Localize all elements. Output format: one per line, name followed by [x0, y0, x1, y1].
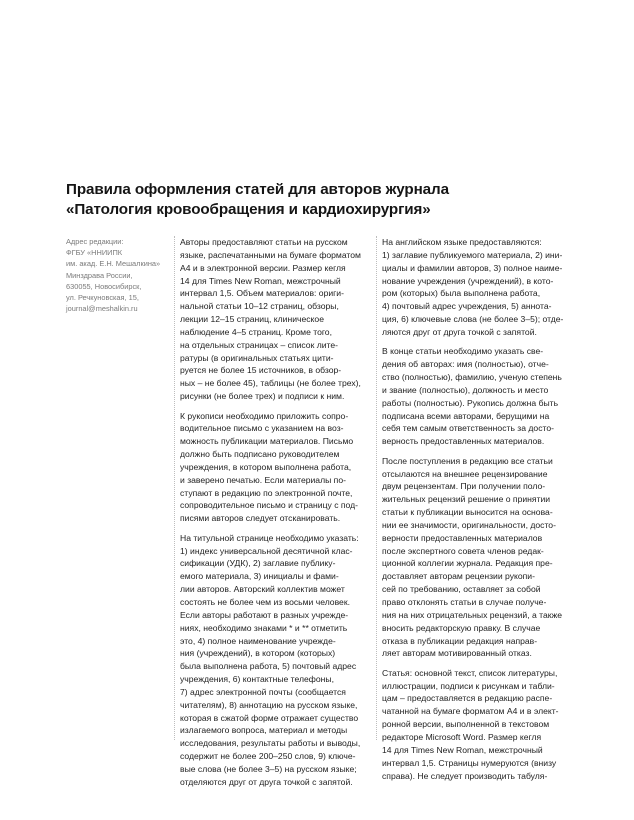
- paragraph-line: верность предоставленных материалов.: [382, 436, 545, 447]
- paragraph-line: состоять не более чем из восьми человек.: [180, 596, 350, 607]
- paragraph-line: можность публикации материалов. Письмо: [180, 436, 354, 447]
- paragraph-line: Авторы предоставляют статьи на русском: [180, 237, 348, 247]
- paragraph: [180, 532, 372, 789]
- paragraph-line: работы (полностью). Рукопись должна быть: [382, 397, 559, 408]
- paragraph-line: учреждения, 6) контактные телефоны,: [180, 674, 334, 685]
- address-email: journal@meshalkin.ru: [66, 304, 138, 314]
- address-line: ФГБУ «ННИИПК: [66, 248, 123, 258]
- paragraph-line: 14 для Times New Roman, межстрочный: [382, 744, 543, 755]
- paragraph-line: 1) заглавие публикуемого материала, 2) ини-: [382, 249, 563, 260]
- page-title: [66, 180, 586, 220]
- paragraph-line: ром (которых) была выполнена работа,: [382, 288, 541, 299]
- paragraph-line: вые слова (не более 3–5) на русском языке;: [180, 763, 357, 774]
- paragraph-line: должно быть подписано руководителем: [180, 449, 340, 460]
- title-line: Правила оформления статей для авторов журнала: [66, 181, 449, 198]
- paragraph-line: себя тем самым ответственность за досто-: [382, 423, 554, 434]
- paragraph-line: 14 для Times New Roman, межстрочный: [180, 275, 341, 286]
- paragraph-line: интервал 1,5. Страницы нумеруются (внизу: [382, 757, 557, 768]
- paragraph: [382, 455, 574, 661]
- paragraph-line: исследования, результаты работы и выводы,: [180, 738, 361, 749]
- paragraph-line: и заверено печатью. Если материалы по-: [180, 474, 346, 485]
- paragraph-line: ниях, необходимо знаками * и ** отметить: [180, 622, 348, 633]
- paragraph-line: интервал 1,5. Объем материалов: ориги-: [180, 288, 344, 299]
- paragraph-line: статьи к публикации выносится на основа-: [382, 507, 553, 518]
- paragraph-line: лекции 12–15 страниц, клиническое: [180, 314, 324, 325]
- paragraph-line: сопроводительное письмо и страницу с под-: [180, 500, 359, 511]
- paragraph: [180, 236, 372, 403]
- paragraph-line: Статья: основной текст, список литературы,: [382, 667, 558, 678]
- paragraph: [180, 410, 372, 526]
- paragraph-line: цам – предоставляется в редакцию распе-: [382, 693, 553, 704]
- paragraph-line: дения об авторах: имя (полностью), отче-: [382, 359, 549, 370]
- paragraph-line: Если авторы работают в разных учрежде-: [180, 609, 349, 620]
- paragraph-line: доставляет авторам рецензии рукопи-: [382, 571, 535, 582]
- paragraph-line: жительных рецензий решение о принятии: [382, 494, 551, 505]
- paragraph-line: ронной версии, выполненной в текстовом: [382, 719, 550, 730]
- paragraph-line: читателям), 8) аннотацию на русском языке,: [180, 699, 358, 710]
- paragraph: [382, 667, 574, 783]
- paragraph-line: верности предоставленных материалов: [382, 532, 543, 543]
- paragraph-line: ляются друг от друга точкой с запятой.: [382, 326, 537, 337]
- paragraph-line: учреждения, в котором выполнена работа,: [180, 461, 352, 472]
- paragraph: [382, 236, 574, 339]
- paragraph-line: была выполнена работа, 5) почтовый адрес: [180, 661, 357, 672]
- editorial-address: [66, 236, 174, 314]
- paragraph-line: излагаемого вопроса, материал и методы: [180, 725, 348, 736]
- paragraph-line: 1) индекс универсальной десятичной клас-: [180, 545, 353, 556]
- paragraph-line: редакторе Microsoft Word. Размер кегля: [382, 732, 542, 742]
- paragraph-line: наблюдение 4–5 страниц. Кроме того,: [180, 326, 332, 337]
- paragraph-line: ция, 6) ключевые слова (не более 3–5); отде-: [382, 314, 564, 325]
- paragraph-line: двум рецензентам. При получении поло-: [382, 481, 546, 492]
- paragraph-line: 7) адрес электронной почты (сообщается: [180, 686, 346, 697]
- paragraph-line: на отдельных страницах – список лите-: [180, 339, 339, 350]
- paragraph-line: право отклонять статьи в случае получе-: [382, 596, 547, 607]
- paragraph-line: нии ее значимости, оригинальности, досто-: [382, 519, 556, 530]
- title-line: «Патология кровообращения и кардиохирургия»: [66, 201, 431, 218]
- paragraph-line: отделяются друг от друга точкой с запятой.: [180, 776, 353, 787]
- paragraph-line: руется не более 15 источников, в обзор-: [180, 365, 342, 376]
- paragraph-line: А4 и в электронной версии. Размер кегля: [180, 262, 346, 273]
- paragraph-line: нальной статьи 10–12 страниц, обзоры,: [180, 301, 339, 312]
- paragraph-line: языке, распечатанными на бумаге форматом: [180, 249, 361, 260]
- paragraph-line: водительное письмо с указанием на воз-: [180, 423, 344, 434]
- paragraph-line: нование учреждения (учреждений), в кото-: [382, 275, 554, 286]
- paragraph-line: В конце статьи необходимо указать све-: [382, 346, 544, 357]
- paragraph-line: писями авторов следует отсканировать.: [180, 513, 341, 524]
- paragraph-line: справа). Не следует производить табуля-: [382, 770, 548, 781]
- paragraph-line: После поступления в редакцию все статьи: [382, 455, 553, 466]
- column-divider: [174, 236, 175, 740]
- paragraph-line: ционной коллегии журнала. Редакция пре-: [382, 558, 553, 569]
- text-column-left: [180, 236, 372, 795]
- column-divider: [376, 236, 377, 740]
- paragraph-line: К рукописи необходимо приложить сопро-: [180, 410, 349, 421]
- paragraph-line: содержит не более 200–250 слов, 9) ключе-: [180, 751, 356, 762]
- paragraph-line: отсылаются на внешнее рецензирование: [382, 468, 548, 479]
- address-line: Адрес редакции:: [66, 237, 124, 246]
- paragraph-line: ных – не более 45), таблицы (не более трех),: [180, 378, 361, 389]
- paragraph-line: ратуры (в оригинальных статьях цити-: [180, 352, 334, 363]
- paragraph-line: подписана всеми авторами, берущими на: [382, 410, 550, 421]
- paragraph-line: циалы и фамилии авторов, 3) полное наиме-: [382, 262, 563, 273]
- address-line: им. акад. Е.Н. Мешалкина»: [66, 259, 161, 269]
- paragraph-line: и звание (полностью), должность и место: [382, 384, 549, 395]
- paragraph-line: сей по требованию, оставляет за собой: [382, 584, 541, 595]
- paragraph-line: чатанной на бумаге форматом А4 и в элект-: [382, 706, 559, 717]
- paragraph-line: ство (полностью), фамилию, ученую степень: [382, 372, 562, 383]
- address-line: 630055, Новосибирск,: [66, 281, 142, 291]
- paragraph-line: лии авторов. Авторский коллектив может: [180, 584, 345, 595]
- paragraph-line: которая в сжатой форме отражает существо: [180, 712, 359, 723]
- paragraph-line: ния (учреждений), в котором (которых): [180, 648, 336, 659]
- paragraph-line: ния на них отрицательных рецензий, а также: [382, 609, 563, 620]
- paragraph-line: ляет авторам мотивированный отказ.: [382, 648, 532, 659]
- address-line: Минздрава России,: [66, 270, 133, 280]
- paragraph-line: ступают в редакцию по электронной почте,: [180, 487, 353, 498]
- paragraph-line: после экспертного совета членов редак-: [382, 545, 544, 556]
- paragraph-line: емого материала, 3) инициалы и фами-: [180, 571, 339, 582]
- text-column-right: [382, 236, 574, 789]
- paragraph: [382, 345, 574, 448]
- paragraph-line: На титульной странице необходимо указать:: [180, 532, 359, 543]
- paragraph-line: отказа в публикации редакция направ-: [382, 635, 538, 646]
- paragraph-line: 4) почтовый адрес учреждения, 5) аннота-: [382, 301, 552, 312]
- paragraph-line: На английском языке предоставляются:: [382, 237, 542, 247]
- paragraph-line: это, 4) полное наименование учрежде-: [180, 635, 336, 646]
- paragraph-line: рисунки (не более трех) и подписи к ним.: [180, 391, 345, 402]
- paragraph-line: вносить редакторскую правку. В случае: [382, 622, 541, 633]
- paragraph-line: иллюстрации, подписи к рисункам и табли-: [382, 680, 555, 691]
- address-line: ул. Речкуновская, 15,: [66, 293, 139, 303]
- paragraph-line: сификации (УДК), 2) заглавие публику-: [180, 558, 336, 569]
